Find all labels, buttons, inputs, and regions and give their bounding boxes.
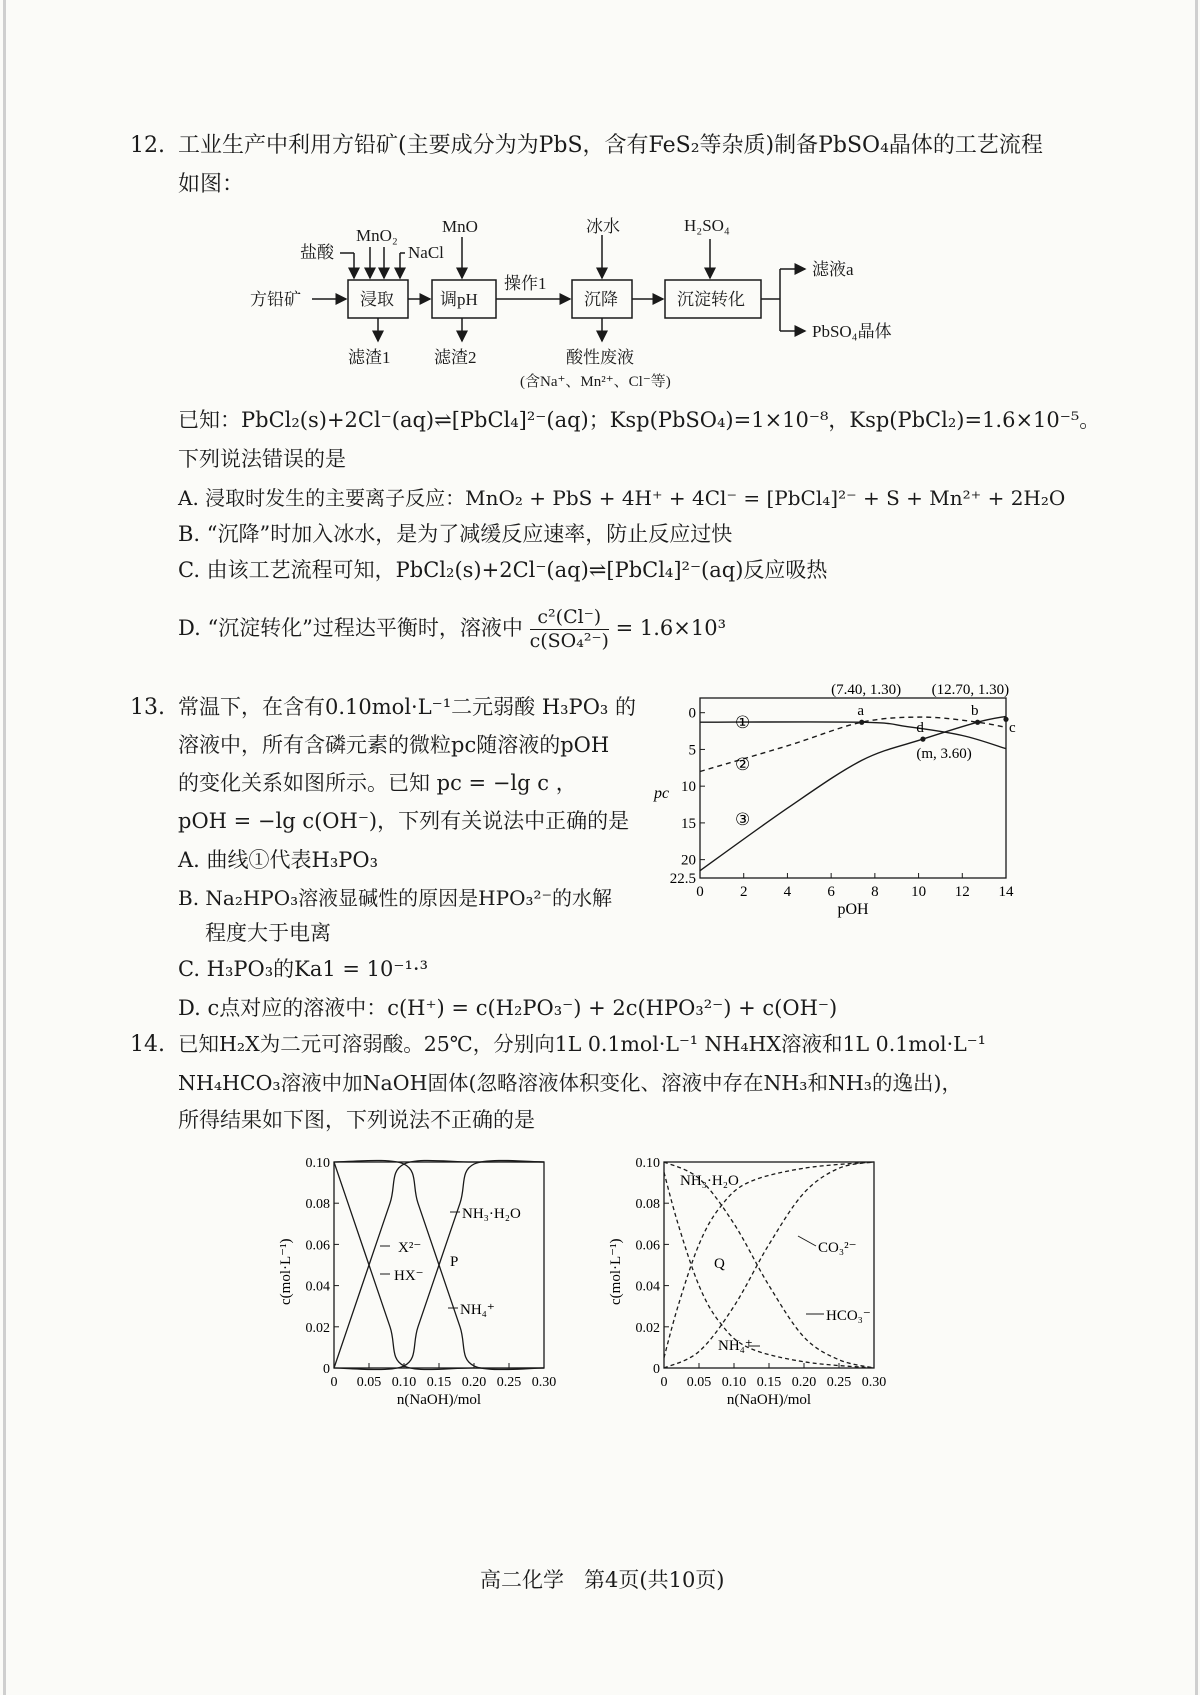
y-tick-label: 0 (688, 705, 696, 722)
q12-option-d (178, 606, 726, 653)
q13-stem-line3: 的变化关系如图所示。已知 pc = −lg c ， (178, 771, 577, 795)
q13-option-c: C. H₃PO₃的Ka1 = 10⁻¹·³ (178, 957, 429, 981)
series-label-1: NH₃·H₂O (680, 1173, 739, 1189)
flow-out-settle-note: (含Na⁺、Mn²⁺、Cl⁻等) (520, 374, 671, 390)
q14-stem-line3: 所得结果如下图，下列说法不正确的是 (178, 1108, 535, 1132)
x-tick-label: 2 (739, 884, 748, 900)
y-tick-label: 5 (688, 742, 696, 759)
label-leader (798, 1236, 816, 1246)
q12-option-d-pre: D. “沉淀转化”过程达平衡时，溶液中 (178, 615, 523, 640)
curve-label-2: ② (734, 755, 751, 775)
x-tick-label: 0.30 (861, 1375, 887, 1390)
series-line-4 (334, 1160, 544, 1369)
y-tick-label: 0.02 (635, 1320, 660, 1336)
q13-number: 13. (130, 695, 165, 720)
x-tick-label: 0.10 (721, 1375, 747, 1390)
series-label-5: NH₄⁺ (718, 1338, 753, 1354)
series-label-3: Q (714, 1256, 725, 1272)
flow-out-leach: 滤渣1 (348, 348, 391, 367)
x-tick-label: 0.25 (826, 1375, 852, 1390)
q12-option-a: A. 浸取时发生的主要离子反应：MnO₂ + PbS + 4H⁺ + 4Cl⁻ = [PbCl₄]²⁻ + S + Mn²⁺ + 2H₂O (178, 486, 1066, 510)
y-axis-label: c(mol·L⁻¹) (278, 1238, 294, 1305)
y-tick-label: 0 (653, 1362, 660, 1377)
curve-label-1: ① (734, 713, 751, 733)
q12-option-d-fraction (530, 606, 609, 653)
data-point (920, 737, 925, 742)
flow-out-crystal: PbSO₄晶体 (812, 322, 892, 341)
q13-option-b1: B. Na₂HPO₃溶液显碱性的原因是HPO₃²⁻的水解 (178, 886, 613, 910)
q13-stem-line4: pOH = −lg c(OH⁻)，下列有关说法中正确的是 (178, 809, 630, 833)
x-axis-label: n(NaOH)/mol (396, 1392, 482, 1408)
x-tick-label: 6 (827, 884, 835, 900)
page-footer: 高二化学 第4页(共10页) (480, 1568, 725, 1592)
x-tick-label: 0.20 (791, 1375, 817, 1390)
series-label-2: CO₃²⁻ (818, 1240, 857, 1256)
scan-edge-left (3, 0, 6, 1695)
scan-edge-right (1195, 0, 1198, 1695)
data-point (1003, 717, 1008, 722)
y-tick-label: 0.10 (635, 1156, 660, 1171)
x-tick-label: 4 (783, 884, 792, 900)
flow-reagent-mno2: MnO₂ (356, 226, 398, 245)
q12-stem-line2: 如图： (178, 172, 245, 197)
point-letter-d: d (916, 719, 924, 736)
q14-number: 14. (130, 1032, 165, 1057)
chart-nh4hx (270, 1140, 600, 1420)
point-letter-c: c (1009, 719, 1016, 736)
series-label-3: NH₃·H₂O (462, 1206, 521, 1222)
x-tick-label: 0 (696, 884, 704, 900)
flow-input: 方铅矿 (250, 290, 301, 309)
flow-out-settle: 酸性废液 (566, 348, 634, 367)
q12-ask: 下列说法错误的是 (178, 447, 346, 471)
x-tick-label: 0.05 (356, 1375, 382, 1390)
y-tick-label: 0.06 (635, 1238, 660, 1254)
x-tick-label: 12 (954, 884, 970, 900)
flow-reagent-hcl: 盐酸 (300, 243, 334, 262)
curve-label-3: ③ (734, 810, 751, 830)
x-tick-label: 0 (330, 1375, 338, 1390)
point-annotation-a: (7.40, 1.30) (831, 682, 902, 698)
y-tick-label: 0.04 (305, 1279, 330, 1295)
q13-stem-line2: 溶液中，所有含磷元素的微粒pc随溶液的pOH (178, 733, 610, 757)
x-tick-label: 0.25 (496, 1375, 522, 1390)
y-tick-label: 15 (681, 815, 696, 832)
data-point (859, 720, 864, 725)
flow-op1: 操作1 (504, 274, 547, 293)
point-letter-b: b (971, 702, 979, 719)
flow-reagent-ice: 冰水 (586, 217, 620, 236)
x-tick-label: 14 (998, 884, 1014, 900)
q12-number: 12. (130, 133, 165, 158)
y-tick-label: 0.08 (305, 1197, 330, 1213)
y-axis-label: pc (654, 785, 670, 802)
q12-option-d-denominator: c(SO₄²⁻) (529, 629, 609, 652)
y-tick-label: 0.10 (305, 1156, 330, 1171)
y-tick-label: 0.04 (635, 1279, 660, 1295)
q13-stem-line1: 常温下，在含有0.10mol·L⁻¹二元弱酸 H₃PO₃ 的 (178, 695, 636, 719)
flow-reagent-nacl: NaCl (408, 243, 444, 262)
x-tick-label: 0.20 (461, 1375, 487, 1390)
point-annotation-d: (m, 3.60) (916, 746, 972, 763)
series-line-2 (664, 1172, 874, 1368)
y-tick-label: 10 (681, 779, 696, 796)
x-tick-label: 0.15 (426, 1375, 452, 1390)
flow-box-conv-label: 沉淀转化 (677, 290, 745, 309)
x-tick-label: 8 (871, 884, 879, 900)
x-tick-label: 0.15 (756, 1375, 782, 1390)
q14-stem-line1: 已知H₂X为二元可溶弱酸。25℃，分别向1L 0.1mol·L⁻¹ NH₄HX溶液和1L 0.1mol·L⁻¹ (178, 1032, 986, 1056)
series-label-2: HX⁻ (394, 1268, 424, 1284)
x-axis-label: pOH (837, 901, 869, 918)
q14-stem-line2: NH₄HCO₃溶液中加NaOH固体(忽略溶液体积变化、溶液中存在NH₃和NH₃的逸出)， (178, 1071, 963, 1095)
series-label-4: NH₄⁺ (460, 1302, 495, 1318)
process-flowchart (250, 205, 970, 405)
y-tick-label: 20 (681, 852, 696, 869)
q13-option-d: D. c点对应的溶液中：c(H⁺) = c(H₂PO₃⁻) + 2c(HPO₃²⁻) + c(OH⁻) (178, 996, 838, 1020)
y-tick-label: 22.5 (669, 871, 696, 887)
q12-option-c: C. 由该工艺流程可知，PbCl₂(s)+2Cl⁻(aq)⇌[PbCl₄]²⁻(aq)反应吸热 (178, 558, 828, 582)
q12-known: 已知：PbCl₂(s)+2Cl⁻(aq)⇌[PbCl₄]²⁻(aq)；Ksp(PbSO₄)=1×10⁻⁸，Ksp(PbCl₂)=1.6×10⁻⁵。 (178, 408, 1101, 432)
plot-frame (664, 1162, 874, 1368)
x-tick-label: 0.30 (531, 1375, 557, 1390)
y-tick-label: 0.02 (305, 1320, 330, 1336)
q12-stem-line1: 工业生产中利用方铅矿(主要成分为为PbS，含有FeS₂等杂质)制备PbSO₄晶体的工艺流程 (178, 133, 1043, 158)
y-tick-label: 0.08 (635, 1197, 660, 1213)
series-line-4 (664, 1162, 874, 1368)
data-point (975, 720, 980, 725)
q13-option-b2: 程度大于电离 (205, 921, 331, 945)
q12-option-d-numerator: c²(Cl⁻) (537, 606, 602, 628)
x-tick-label: 0 (660, 1375, 668, 1390)
point-annotation-b: (12.70, 1.30) (931, 682, 1010, 698)
q12-option-d-post: = 1.6×10³ (615, 615, 727, 640)
series-line-3 (700, 716, 1006, 870)
flow-reagent-mno: MnO (442, 217, 478, 236)
flow-box-ph-label: 调pH (440, 290, 478, 309)
series-line-3 (664, 1162, 874, 1368)
y-tick-label: 0 (323, 1362, 330, 1377)
q12-option-b: B. “沉降”时加入冰水，是为了减缓反应速率，防止反应过快 (178, 522, 733, 546)
x-tick-label: 10 (911, 884, 927, 900)
flow-out-filtrate: 滤液a (812, 260, 854, 279)
series-label-4: HCO₃⁻ (826, 1308, 871, 1324)
flow-box-leach-label: 浸取 (360, 290, 394, 309)
series-label-1: X²⁻ (398, 1240, 422, 1256)
x-axis-label: n(NaOH)/mol (726, 1392, 812, 1408)
x-tick-label: 0.10 (391, 1375, 417, 1390)
x-tick-label: 0.05 (686, 1375, 712, 1390)
flow-box-settle-label: 沉降 (584, 290, 618, 309)
y-axis-label: c(mol·L⁻¹) (608, 1238, 624, 1305)
flow-out-ph: 滤渣2 (434, 348, 477, 367)
series-label-5: P (450, 1254, 459, 1270)
point-letter-a: a (857, 702, 865, 719)
q13-option-a: A. 曲线①代表H₃PO₃ (178, 848, 379, 872)
series-line-1 (664, 1162, 874, 1358)
chart-pc-poh (640, 680, 1100, 930)
flow-reagent-h2so4: H₂SO₄ (684, 216, 730, 235)
chart-nh4hco3 (600, 1140, 930, 1420)
y-tick-label: 0.06 (305, 1238, 330, 1254)
